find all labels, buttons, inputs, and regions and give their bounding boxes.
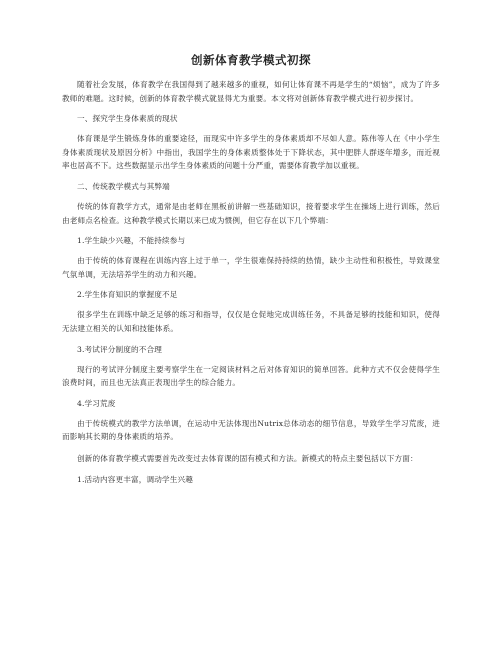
subsection-heading: 3.考试评分制度的不合理 [77,344,162,354]
paragraph: 由于传统模式的教学方法单调，在运动中无法体现出Nutrix总体动态的细节信息，导致学生学习荒废，进而影响其长期的身体素质的培养。 [62,418,440,442]
subsection-heading: 4.学习荒废 [77,398,116,408]
subsection-heading: 1.活动内容更丰富，调动学生兴趣 [77,474,193,484]
paragraph: 传统的体育教学方式，通常是由老师在黑板前讲解一些基础知识，接着要求学生在操场上进行训练，然后由老师点名检查。这种教学模式长期以来已成为惯例，但它存在以下几个弊端： [62,201,440,225]
section-heading: 一、探究学生身体素质的现状 [77,114,178,124]
subsection-heading: 1.学生缺少兴趣，不能持续参与 [77,236,186,246]
paragraph: 体育课是学生锻炼身体的重要途径，而现实中许多学生的身体素质却不尽如人意。陈伟等人在《中小学生身体素质现状及原因分析》中指出，我国学生的身体素质整体处于下降状态，其中肥胖人群逐年增多，而近视率也居高不下。这些数据显示出学生身体素质的问题十分严重，需要体育教学加以重视。 [62,134,440,171]
section-heading: 二、传统教学模式与其弊端 [77,181,170,191]
document-body [62,78,440,486]
document-title: 创新体育教学模式初探 [191,53,311,67]
paragraph: 随着社会发展，体育教学在我国得到了越来越多的重视，如何让体育课不再是学生的“烦恼”，成为了许多教师的难题。这时候，创新的体育教学模式就显得尤为重要。本文将对创新体育教学模式进行初步探讨。 [62,80,440,103]
paragraph: 很多学生在训练中缺乏足够的练习和指导，仅仅是仓促地完成训练任务，不具备足够的技能和知识，使得无法建立相关的认知和技能体系。 [62,310,440,333]
paragraph: 由于传统的体育课程在训练内容上过于单一，学生很难保持持续的热情，缺少主动性和积极性，导致课堂气氛单调，无法培养学生的动力和兴趣。 [62,256,440,279]
paragraph: 创新的体育教学模式需要首先改变过去体育课的固有模式和方法。新模式的特点主要包括以下方面： [77,453,418,463]
subsection-heading: 2.学生体育知识的掌握度不足 [77,290,178,300]
paragraph: 现行的考试评分制度主要考察学生在一定阅读材料之后对体育知识的简单回答。此种方式不仅会使得学生浪费时间，而且也无法真正表现出学生的综合能力。 [62,364,440,388]
